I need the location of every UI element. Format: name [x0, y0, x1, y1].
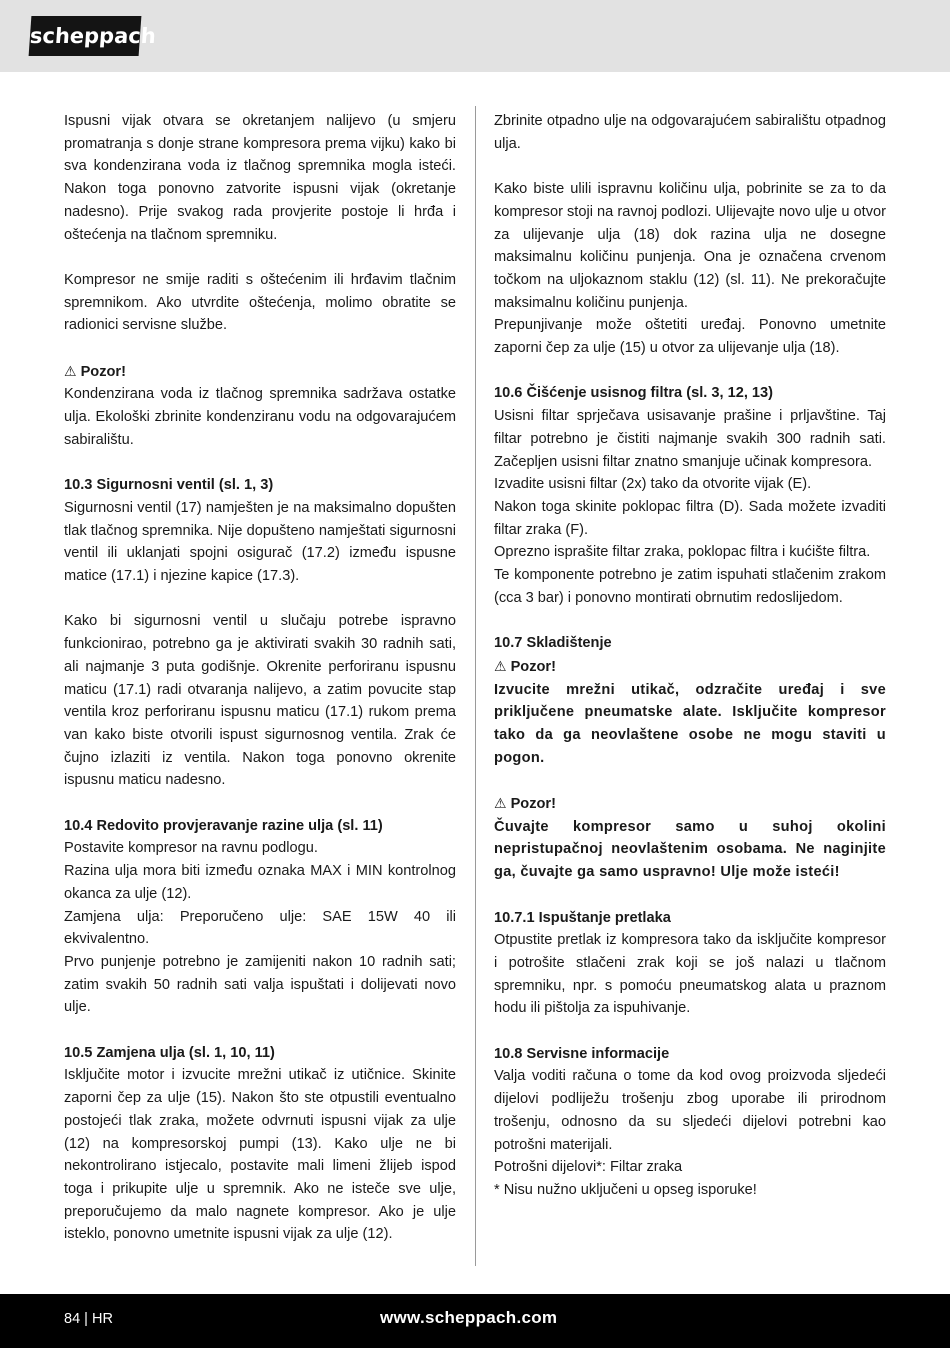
section-10-3: [64, 474, 456, 588]
section-title: 10.7.1 Ispuštanje pretlaka: [494, 909, 671, 926]
paragraph: Ispusni vijak otvara se okretanjem nalijevo (u smjeru promatranja s donje strane kompresora prema vijku) kako bi sva kondenzirana voda iz tlačnog spremnika mogla isteći. Nakon toga ponovno zatvorite ispusni vijak (okretanje nadesno). Prije svakog rada provjerite postoje li hrđa i oštećenja na tlačnom spremniku.: [64, 113, 456, 243]
section-line: Usisni filtar sprječava usisavanje prašine i prljavštine. Taj filtar potrebno je čistiti najmanje svakih 300 radnih sati. Začepljen usisni filtar znatno smanjuje učinak kompresora.: [494, 408, 886, 470]
section-line: Valja voditi računa o tome da kod ovog proizvoda sljedeći dijelovi podliježu trošenju zbog uporabe ili prirodnom trošenju, odnosno da su sljedeći dijelovi potrebni kao potrošni materijali.: [494, 1068, 886, 1153]
paragraph: Zbrinite otpadno ulje na odgovarajućem sabiralištu otpadnog ulja.: [494, 113, 886, 152]
paragraph-group: [494, 178, 886, 360]
warning-label: Pozor!: [80, 363, 126, 380]
warning-heading: [494, 655, 886, 679]
separator: |: [84, 1311, 88, 1327]
warning-heading: [64, 360, 456, 384]
column-divider: [475, 106, 476, 1266]
section-line: Nakon toga skinite poklopac filtra (D). Sada možete izvaditi filtar zraka (F).: [494, 498, 886, 538]
section-10-8: [494, 1043, 886, 1202]
section-title: 10.6 Čišćenje usisnog filtra (sl. 3, 12, 13): [494, 385, 774, 402]
warning-block: [494, 792, 886, 884]
warning-heading: [494, 792, 886, 816]
warning-label: Pozor!: [510, 658, 556, 675]
section-line: Razina ulja mora biti između oznaka MAX i MIN kontrolnog okanca za ulje (12).: [64, 863, 456, 902]
warning-label: Pozor!: [510, 796, 556, 813]
section-line: Izvadite usisni filtar (2x) tako da otvorite vijak (E).: [494, 476, 812, 493]
left-column: [64, 110, 456, 1246]
warning-triangle-icon: ⚠: [494, 795, 507, 812]
section-line: Te komponente potrebno je zatim ispuhati stlačenim zrakom (cca 3 bar) i ponovno montirati obrnutim redoslijedom.: [494, 567, 886, 606]
section-line: Zamjena ulja: Preporučeno ulje: SAE 15W 40 ili ekvivalentno.: [64, 908, 456, 948]
section-10-5: [64, 1042, 456, 1246]
page-number-label: [64, 1311, 113, 1327]
section-line: Potrošni dijelovi*: Filtar zraka: [494, 1159, 683, 1176]
section-text: Otpustite pretlak iz kompresora tako da isključite kompresor i potrošite stlačeni zrak koji se još nalazi u tlačnom spremniku, npr. s pomoću pneumatskog alata u praznom hodu ili pištolja za ispuhivanje.: [494, 932, 886, 1017]
section-10-7: [494, 632, 886, 769]
page-header: [0, 0, 950, 72]
page-number: 84: [64, 1311, 81, 1327]
warning-text: Izvucite mrežni utikač, odzračite uređaj i sve priključene pneumatske alate. Isključite kompresor tako da ga neovlaštene osobe ne mogu staviti u pogon.: [494, 681, 886, 766]
website-url: www.scheppach.com: [380, 1308, 558, 1327]
section-10-4: [64, 815, 456, 1019]
paragraph: Kompresor ne smije raditi s oštećenim ili hrđavim tlačnim spremnikom. Ako utvrdite oštećenja, molimo obratite se radionici servisne službe.: [64, 271, 456, 334]
section-line: Prvo punjenje potrebno je zamijeniti nakon 10 radnih sati; zatim svakih 50 radnih sati valja ispuštati i dolijevati novo ulje.: [64, 953, 456, 1016]
warning-text: Čuvajte kompresor samo u suhoj okolini nepristupačnoj neovlaštenim osobama. Ne naginjite ga, čuvajte ga samo uspravno! Ulje može isteći!: [494, 818, 886, 881]
section-line: Oprezno isprašite filtar zraka, poklopac filtra i kućište filtra.: [494, 544, 871, 561]
section-text: Sigurnosni ventil (17) namješten je na maksimalno dopušten tlak tlačnog spremnika. Nije dopušteno namještati sigurnosni ventil ili uklanjati spojni osigurač (17.2) između ispusne matice (17.1) i njezine kapice (17.3).: [64, 499, 456, 585]
section-10-6: [494, 382, 886, 609]
section-title: 10.4 Redovito provjeravanje razine ulja (sl. 11): [64, 817, 383, 834]
language-code: HR: [91, 1311, 113, 1327]
section-title: 10.8 Servisne informacije: [494, 1045, 670, 1062]
warning-text: Kondenzirana voda iz tlačnog spremnika sadržava ostatke ulja. Ekološki zbrinite kondenziranu vodu na odgovarajućem sabiralištu.: [64, 386, 456, 448]
warning-triangle-icon: ⚠: [64, 362, 77, 379]
warning-block: [64, 360, 456, 452]
section-text: Isključite motor i izvucite mrežni utikač iz utičnice. Skinite zaporni čep za ulje (15). Nakon što ste otpustili eventualno postojeći tlak zraka, možete odvrnuti ispusni vijak za ulje (12) na kompresorskoj pumpi (13). Kako ulje ne bi nekontrolirano istjecalo, postavite mali limeni žlijeb ispod toga i prikupite ulje u spremnik. Ako ne isteče sve ulje, preporučujemo da malo nagnete kompresor. Ako je ulje isteklo, ponovno umetnite ispusni vijak za ulje (12).: [64, 1067, 456, 1243]
section-title: 10.7 Skladištenje: [494, 635, 612, 652]
section-title: 10.3 Sigurnosni ventil (sl. 1, 3): [64, 477, 274, 494]
section-title: 10.5 Zamjena ulja (sl. 1, 10, 11): [64, 1044, 275, 1061]
paragraph: Kako bi sigurnosni ventil u slučaju potrebe ispravno funkcionirao, potrebno ga je aktivirati svakih 30 radnih sati, ali najmanje 3 puta godišnje. Okrenite perforiranu ispusnu maticu (17.1) radi otvaranja nalijevo, a zatim povucite stap ventila kroz perforiranu ispusnu maticu (17.1) rukom prema van kako biste otvorili ispust sigurnosnog ventila. Zrak će čujno izlaziti iz ventila. Nakon toga ponovno okrenite ispusnu maticu nadesno.: [64, 613, 456, 789]
warning-triangle-icon: ⚠: [494, 657, 507, 674]
scheppach-logo: scheppach: [29, 16, 142, 56]
paragraph-line: Prepunjivanje može oštetiti uređaj. Ponovno umetnite zaporni čep za ulje (15) u otvor za ulijevanje ulja (18).: [494, 317, 886, 357]
section-line: * Nisu nužno uključeni u opseg isporuke!: [494, 1181, 757, 1198]
right-column: [494, 110, 886, 1202]
page-footer: [0, 1294, 950, 1348]
section-line: Postavite kompresor na ravnu podlogu.: [64, 840, 318, 857]
section-10-7-1: [494, 907, 886, 1021]
paragraph-line: Kako biste ulili ispravnu količinu ulja, pobrinite se za to da kompresor stoji na ravnoj podlozi. Ulijevajte novo ulje u otvor za ulijevanje ulja (18) dok razina ulja ne dosegne maksimalnu količinu punjenja. Ona je označena crvenom točkom na uljokaznom staklu (12) (sl. 11). Ne prekoračujte maksimalnu količinu punjenja.: [494, 181, 886, 311]
